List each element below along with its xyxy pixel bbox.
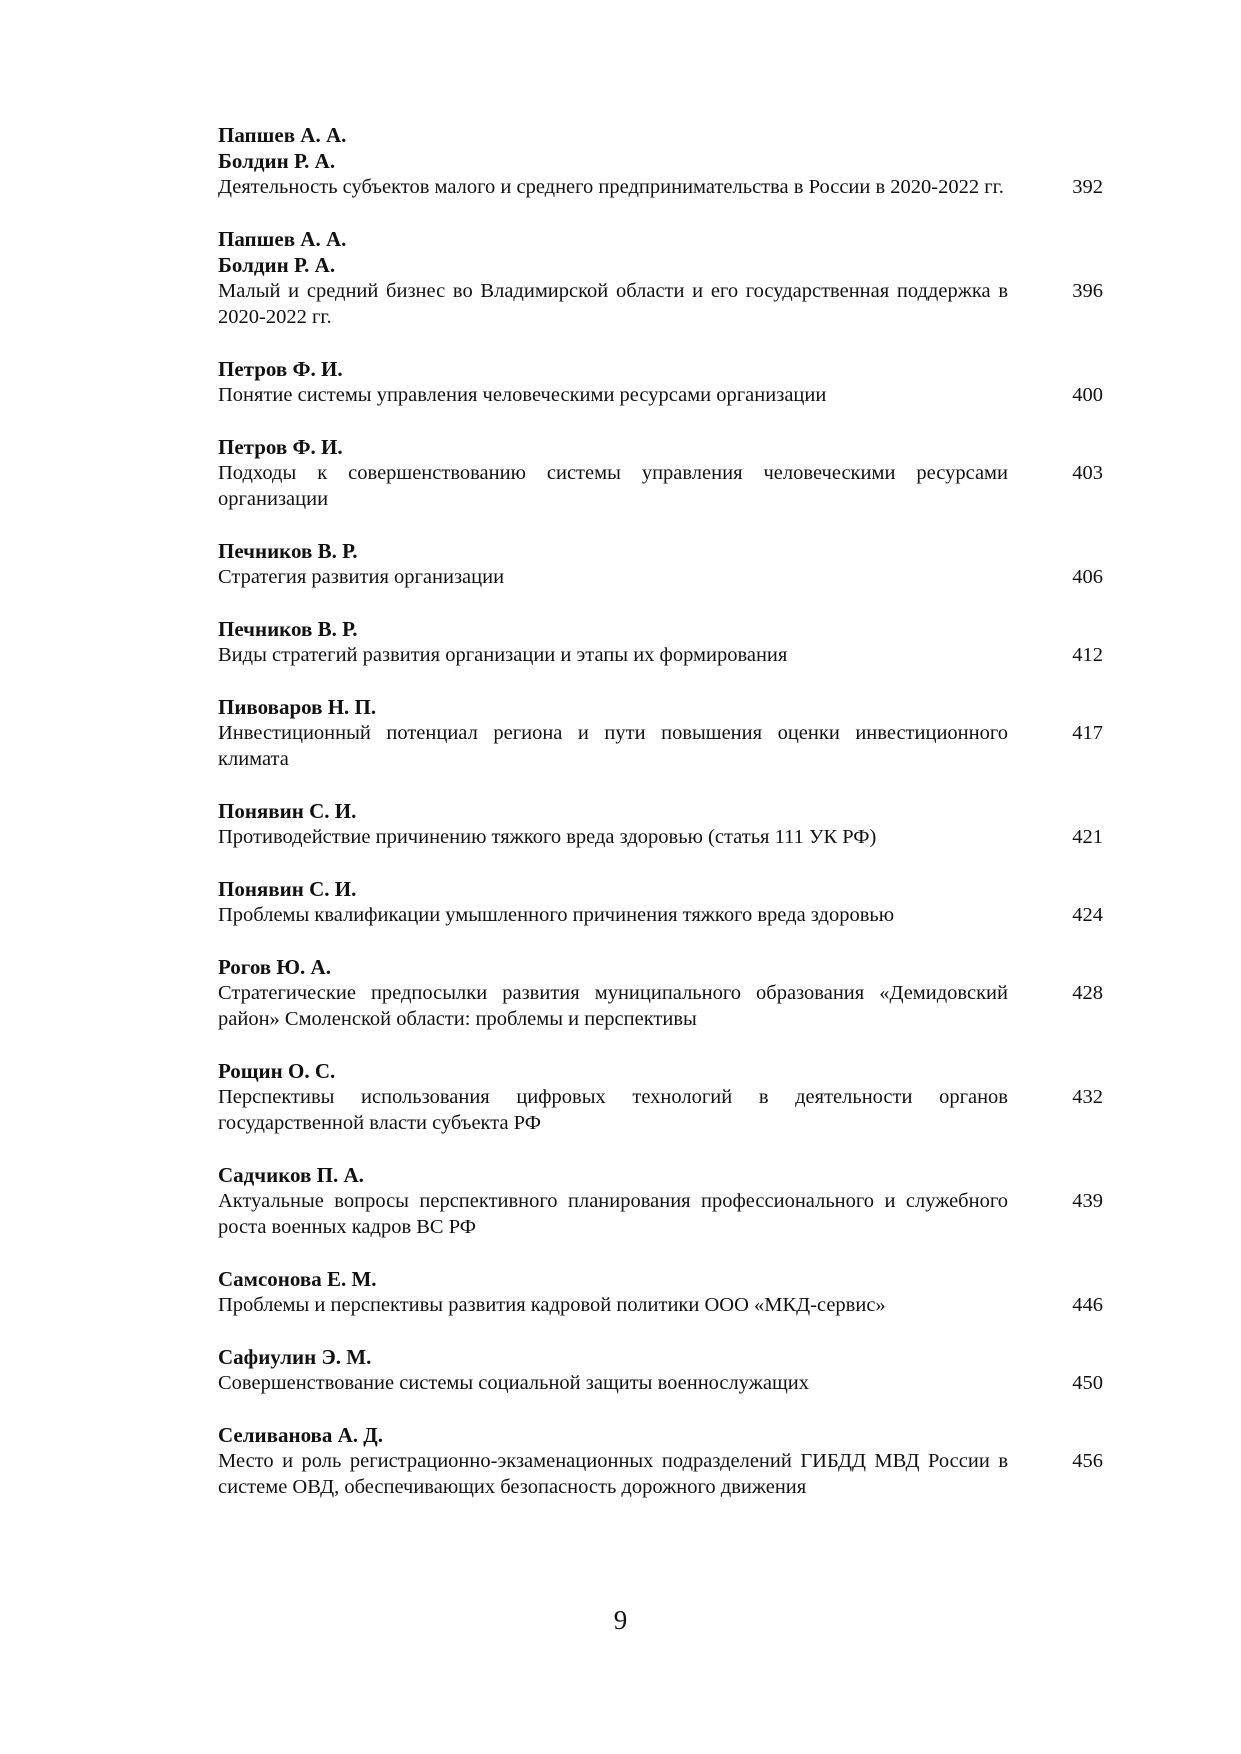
- toc-entry: [218, 122, 1103, 200]
- entry-author: Садчиков П. А.: [218, 1163, 364, 1187]
- entry-author: Понявин С. И.: [218, 877, 357, 901]
- entry-author: Папшев А. А.: [218, 227, 347, 251]
- entry-row: [218, 902, 1103, 928]
- toc-entry: [218, 876, 1103, 928]
- entry-row: [218, 1370, 1103, 1396]
- entry-title: Инвестиционный потенциал региона и пути повышения оценки инвестиционного климата: [218, 722, 1008, 770]
- entry-author: Рощин О. С.: [218, 1059, 336, 1083]
- toc-entry: [218, 1344, 1103, 1396]
- entry-title: Понятие системы управления человеческими ресурсами организации: [218, 384, 827, 406]
- entry-title: Противодействие причинению тяжкого вреда здоровью (статья 111 УК РФ): [218, 826, 877, 848]
- entry-title: Стратегические предпосылки развития муниципального образования «Демидовский район» Смоленской области: проблемы и перспективы: [218, 982, 1008, 1030]
- entry-row: [218, 278, 1103, 330]
- toc-entry: [218, 1266, 1103, 1318]
- entry-page-number: 421: [1072, 826, 1103, 848]
- entry-row: [218, 564, 1103, 590]
- entry-title: Место и роль регистрационно-экзаменационных подразделений ГИБДД МВД России в системе ОВД, обеспечивающих безопасность дорожного движения: [218, 1450, 1008, 1498]
- entry-page-number: 424: [1072, 904, 1103, 926]
- entry-title: Проблемы и перспективы развития кадровой политики ООО «МКД-сервис»: [218, 1294, 886, 1316]
- toc-entry: [218, 798, 1103, 850]
- entry-row: [218, 720, 1103, 772]
- entry-page-number: 439: [1072, 1190, 1103, 1212]
- entry-row: [218, 1448, 1103, 1500]
- entry-page-number: 432: [1072, 1086, 1103, 1108]
- entry-author: Пивоваров Н. П.: [218, 695, 377, 719]
- toc-entry: [218, 226, 1103, 330]
- entry-row: [218, 824, 1103, 850]
- entry-row: [218, 1188, 1103, 1240]
- entry-title: Актуальные вопросы перспективного планирования профессионального и служебного роста военных кадров ВС РФ: [218, 1190, 1008, 1238]
- entry-page-number: 412: [1072, 644, 1103, 666]
- entry-title: Малый и средний бизнес во Владимирской области и его государственная поддержка в 2020-2022 гг.: [218, 280, 1008, 328]
- entry-author: Сафиулин Э. М.: [218, 1345, 372, 1369]
- entry-page-number: 456: [1072, 1450, 1103, 1472]
- toc-entry: [218, 538, 1103, 590]
- entry-author: Петров Ф. И.: [218, 357, 343, 381]
- entry-row: [218, 382, 1103, 408]
- entry-title: Перспективы использования цифровых технологий в деятельности органов государственной власти субъекта РФ: [218, 1086, 1008, 1134]
- entry-row: [218, 642, 1103, 668]
- entry-row: [218, 1292, 1103, 1318]
- entry-author: Болдин Р. А.: [218, 253, 336, 277]
- entry-page-number: 400: [1072, 384, 1103, 406]
- entry-row: [218, 1084, 1103, 1136]
- toc-entry: [218, 954, 1103, 1032]
- entry-page-number: 406: [1072, 566, 1103, 588]
- entry-author: Печников В. Р.: [218, 617, 358, 641]
- entry-author: Понявин С. И.: [218, 799, 357, 823]
- entry-page-number: 392: [1072, 176, 1103, 198]
- entry-page-number: 417: [1072, 722, 1103, 744]
- toc-entry: [218, 434, 1103, 512]
- entry-title: Виды стратегий развития организации и этапы их формирования: [218, 644, 788, 666]
- entry-title: Стратегия развития организации: [218, 566, 505, 588]
- entry-author: Болдин Р. А.: [218, 149, 336, 173]
- toc-entry: [218, 1058, 1103, 1136]
- toc-entry: [218, 356, 1103, 408]
- entry-title: Проблемы квалификации умышленного причинения тяжкого вреда здоровью: [218, 904, 895, 926]
- entry-author: Петров Ф. И.: [218, 435, 343, 459]
- entry-title: Деятельность субъектов малого и среднего предпринимательства в России в 2020-2022 гг.: [218, 176, 1004, 198]
- entry-row: [218, 460, 1103, 512]
- entry-page-number: 428: [1072, 982, 1103, 1004]
- toc-entry: [218, 694, 1103, 772]
- entry-author: Папшев А. А.: [218, 123, 347, 147]
- entry-author: Печников В. Р.: [218, 539, 358, 563]
- entry-page-number: 450: [1072, 1372, 1103, 1394]
- entry-title: Подходы к совершенствованию системы управления человеческими ресурсами организации: [218, 462, 1008, 510]
- entry-row: [218, 980, 1103, 1032]
- entry-author: Селиванова А. Д.: [218, 1423, 383, 1447]
- entry-title: Совершенствование системы социальной защиты военнослужащих: [218, 1372, 809, 1394]
- toc-entry: [218, 1422, 1103, 1500]
- entry-author: Рогов Ю. А.: [218, 955, 331, 979]
- entry-page-number: 396: [1072, 280, 1103, 302]
- table-of-contents: [218, 122, 1103, 1526]
- entry-page-number: 446: [1072, 1294, 1103, 1316]
- toc-entry: [218, 1162, 1103, 1240]
- page-number: 9: [613, 1605, 628, 1635]
- entry-page-number: 403: [1072, 462, 1103, 484]
- toc-entry: [218, 616, 1103, 668]
- entry-author: Самсонова Е. М.: [218, 1267, 377, 1291]
- entry-row: [218, 174, 1103, 200]
